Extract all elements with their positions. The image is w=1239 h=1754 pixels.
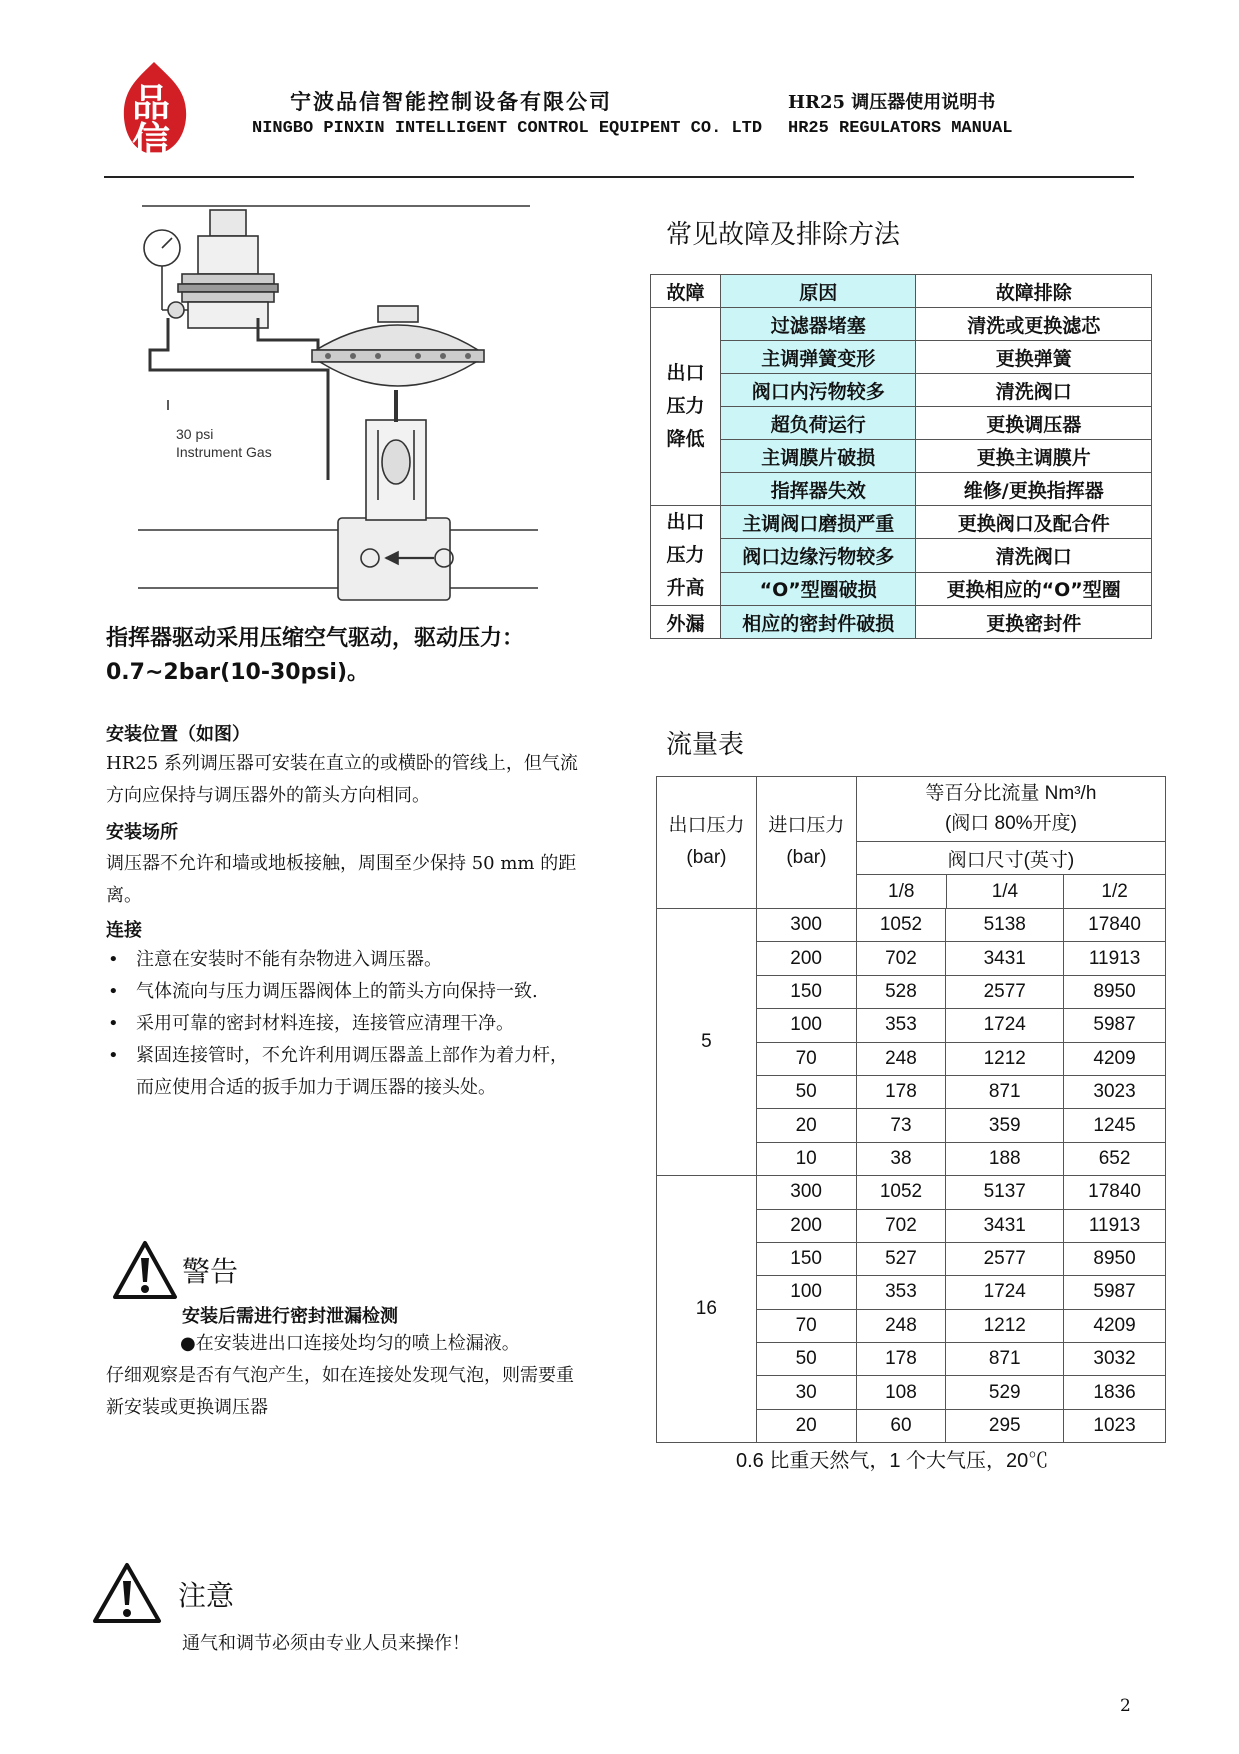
page-number: 2 <box>1120 1696 1131 1716</box>
faults-section-title: 常见故障及排除方法 <box>666 220 901 250</box>
diagram-label-psi: 30 psi <box>176 426 214 442</box>
header-valve-size: 阀口尺寸(英寸) <box>856 842 1165 875</box>
flow-value-cell: 5138 <box>946 909 1064 942</box>
fault-group-label: 出口压力降低 <box>666 362 705 450</box>
fault-group-cell <box>651 308 721 506</box>
table-row <box>651 606 1152 639</box>
flow-value-cell: 4209 <box>1064 1309 1166 1342</box>
flow-value-cell: 178 <box>856 1343 946 1376</box>
connection-item: • 注意在安装时不能有杂物进入调压器。 <box>106 944 580 976</box>
flow-value-cell: 529 <box>946 1376 1064 1409</box>
flow-value-cell: 5137 <box>946 1176 1064 1209</box>
company-name-en: NINGBO PINXIN INTELLIGENT CONTROL EQUIPENT CO. LTD <box>252 119 763 138</box>
flow-value-cell: 11913 <box>1064 1209 1166 1242</box>
inlet-pressure-cell: 100 <box>756 1276 856 1309</box>
inlet-pressure-cell: 150 <box>756 975 856 1008</box>
flow-value-cell: 652 <box>1064 1142 1166 1175</box>
inlet-pressure-cell: 20 <box>756 1409 856 1442</box>
table-row <box>651 341 1152 374</box>
flow-value-cell: 1836 <box>1064 1376 1166 1409</box>
fault-remedy: 更换阀口及配合件 <box>916 506 1152 539</box>
flow-value-cell: 3431 <box>946 1209 1064 1242</box>
manual-title-en: HR25 REGULATORS MANUAL <box>788 119 1013 138</box>
fault-remedy: 清洗阀口 <box>916 539 1152 572</box>
inlet-pressure-cell: 200 <box>756 942 856 975</box>
fault-remedy: 更换主调膜片 <box>916 440 1152 473</box>
table-row <box>651 572 1152 605</box>
warning-text-rest: 仔细观察是否有气泡产生，如在连接处发现气泡，则需要重新安装或更换调压器 <box>106 1365 574 1418</box>
fault-remedy: 更换相应的“O”型圈 <box>916 572 1152 605</box>
flow-footnote: 0.6 比重天然气，1 个大气压，20℃ <box>736 1450 1049 1472</box>
flow-section-title: 流量表 <box>666 730 745 760</box>
pilot-drive-note: 指挥器驱动采用压缩空气驱动，驱动压力：0.7~2bar(10-30psi)。 <box>106 626 525 685</box>
header-size: 1/8 <box>856 875 946 908</box>
connection-title: 连接 <box>106 920 142 941</box>
header-fault: 故障 <box>651 275 721 308</box>
install-location-text: HR25 系列调压器可安装在直立的或横卧的管线上，但气流方向应保持与调压器外的箭头方向相同。 <box>106 753 578 806</box>
flow-value-cell: 4209 <box>1064 1042 1166 1075</box>
install-site-text: 调压器不允许和墙或地板接触，周围至少保持 50 mm 的距离。 <box>106 853 577 906</box>
inlet-pressure-cell: 30 <box>756 1376 856 1409</box>
company-name-cn: 宁波品信智能控制设备有限公司 <box>290 90 612 114</box>
inlet-pressure-cell: 10 <box>756 1142 856 1175</box>
table-row <box>657 1176 1166 1209</box>
flow-value-cell: 2577 <box>946 975 1064 1008</box>
fault-remedy: 清洗阀口 <box>916 374 1152 407</box>
inlet-pressure-cell: 200 <box>756 1209 856 1242</box>
regulator-installation-diagram <box>138 200 538 610</box>
header-inlet-pressure <box>756 777 856 909</box>
fault-remedy: 清洗或更换滤芯 <box>916 308 1152 341</box>
table-row <box>651 506 1152 539</box>
install-location-title: 安装位置（如图） <box>106 724 250 745</box>
flow-value-cell: 353 <box>856 1009 946 1042</box>
flow-value-cell: 248 <box>856 1042 946 1075</box>
header-flow-line2: (阀口 80%开度) <box>944 813 1077 834</box>
inlet-pressure-cell: 300 <box>756 909 856 942</box>
header-cause: 原因 <box>720 275 916 308</box>
fault-remedy: 维修/更换指挥器 <box>916 473 1152 506</box>
flow-value-cell: 871 <box>946 1343 1064 1376</box>
flow-value-cell: 8950 <box>1064 1242 1166 1275</box>
table-row <box>651 473 1152 506</box>
flow-value-cell: 359 <box>946 1109 1064 1142</box>
table-row <box>657 909 1166 942</box>
connection-item: • 气体流向与压力调压器阀体上的箭头方向保持一致. <box>106 976 580 1008</box>
flow-table <box>656 776 1166 909</box>
header-outlet-pressure <box>657 777 757 909</box>
flow-table-body <box>657 909 1166 1443</box>
header-flow <box>856 777 1165 842</box>
fault-cause: 主调弹簧变形 <box>720 341 916 374</box>
flow-value-cell: 108 <box>856 1376 946 1409</box>
header-divider <box>104 176 1134 178</box>
flow-value-cell: 1023 <box>1064 1409 1166 1442</box>
flow-value-cell: 871 <box>946 1075 1064 1108</box>
notice-text: 通气和调节必须由专业人员来操作！ <box>182 1633 470 1654</box>
flow-value-cell: 1724 <box>946 1276 1064 1309</box>
fault-remedy: 更换弹簧 <box>916 341 1152 374</box>
table-row <box>651 308 1152 341</box>
warning-text-first: ●在安装进出口连接处均匀的喷上检漏液。 <box>180 1333 520 1354</box>
connection-item: • 紧固连接管时，不允许利用调压器盖上部作为着力杆，而应使用合适的扳手加力于调压器的接头处。 <box>106 1040 580 1104</box>
outlet-pressure-cell: 16 <box>657 1176 757 1443</box>
logo-char-top: 品 <box>132 80 171 125</box>
inlet-pressure-cell: 150 <box>756 1242 856 1275</box>
flow-value-cell: 17840 <box>1064 1176 1166 1209</box>
fault-cause: 阀口内污物较多 <box>720 374 916 407</box>
inlet-pressure-cell: 50 <box>756 1343 856 1376</box>
flow-value-cell: 1052 <box>856 909 946 942</box>
fault-group-label: 出口压力升高 <box>666 511 705 599</box>
fault-cause: 指挥器失效 <box>720 473 916 506</box>
flow-value-cell: 295 <box>946 1409 1064 1442</box>
flow-value-cell: 702 <box>856 1209 946 1242</box>
flow-value-cell: 1052 <box>856 1176 946 1209</box>
header-flow-line1: 等百分比流量 Nm³/h <box>925 783 1097 804</box>
table-row <box>651 539 1152 572</box>
flow-value-cell: 5987 <box>1064 1276 1166 1309</box>
table-row <box>651 440 1152 473</box>
flow-value-cell: 17840 <box>1064 909 1166 942</box>
flow-value-cell: 248 <box>856 1309 946 1342</box>
fault-group-label: 外漏 <box>651 606 721 639</box>
table-row <box>651 407 1152 440</box>
flow-value-cell: 73 <box>856 1109 946 1142</box>
fault-cause: 相应的密封件破损 <box>720 606 916 639</box>
logo-char-bottom: 信 <box>132 118 171 163</box>
inlet-pressure-cell: 100 <box>756 1009 856 1042</box>
header-outlet-text: 出口压力(bar) <box>668 815 745 869</box>
outlet-pressure-cell: 5 <box>657 909 757 1176</box>
flow-value-cell: 527 <box>856 1242 946 1275</box>
inlet-pressure-cell: 20 <box>756 1109 856 1142</box>
fault-table <box>650 274 1152 639</box>
fault-cause: 过滤器堵塞 <box>720 308 916 341</box>
flow-value-cell: 3023 <box>1064 1075 1166 1108</box>
flow-value-cell: 188 <box>946 1142 1064 1175</box>
diagram-label-gas: Instrument Gas <box>176 444 272 460</box>
manual-title-cn: HR25 调压器使用说明书 <box>788 92 996 113</box>
notice-triangle-icon <box>92 1562 162 1624</box>
fault-group-cell <box>651 506 721 606</box>
warning-triangle-icon <box>112 1240 178 1300</box>
warning-subtitle: 安装后需进行密封泄漏检测 <box>182 1306 398 1327</box>
company-logo <box>118 60 190 163</box>
flow-value-cell: 702 <box>856 942 946 975</box>
fault-remedy: 更换密封件 <box>916 606 1152 639</box>
header-size: 1/2 <box>1064 875 1166 908</box>
flow-value-cell: 1212 <box>946 1309 1064 1342</box>
flow-value-cell: 178 <box>856 1075 946 1108</box>
flow-value-cell: 3032 <box>1064 1343 1166 1376</box>
warning-title: 警告 <box>182 1255 239 1288</box>
connection-item: • 采用可靠的密封材料连接，连接管应清理干净。 <box>106 1008 580 1040</box>
fault-cause: “O”型圈破损 <box>720 572 916 605</box>
inlet-pressure-cell: 50 <box>756 1075 856 1108</box>
flow-value-cell: 38 <box>856 1142 946 1175</box>
fault-remedy: 更换调压器 <box>916 407 1152 440</box>
fault-table-header <box>651 275 1152 308</box>
flow-value-cell: 5987 <box>1064 1009 1166 1042</box>
table-row <box>651 374 1152 407</box>
flow-header-row <box>657 777 1166 842</box>
flow-value-cell: 1212 <box>946 1042 1064 1075</box>
flow-value-cell: 3431 <box>946 942 1064 975</box>
inlet-pressure-cell: 300 <box>756 1176 856 1209</box>
connection-list <box>106 944 580 1104</box>
flow-value-cell: 60 <box>856 1409 946 1442</box>
inlet-pressure-cell: 70 <box>756 1309 856 1342</box>
flow-value-cell: 1245 <box>1064 1109 1166 1142</box>
fault-cause: 主调阀口磨损严重 <box>720 506 916 539</box>
flow-data-table <box>656 908 1166 1443</box>
flow-value-cell: 8950 <box>1064 975 1166 1008</box>
header-inlet-text: 进口压力(bar) <box>768 815 845 869</box>
header-remedy: 故障排除 <box>916 275 1152 308</box>
header-size: 1/4 <box>946 875 1064 908</box>
flow-value-cell: 353 <box>856 1276 946 1309</box>
flow-value-cell: 1724 <box>946 1009 1064 1042</box>
fault-cause: 超负荷运行 <box>720 407 916 440</box>
inlet-pressure-cell: 70 <box>756 1042 856 1075</box>
flow-value-cell: 528 <box>856 975 946 1008</box>
notice-title: 注意 <box>178 1579 235 1612</box>
flow-value-cell: 2577 <box>946 1242 1064 1275</box>
install-site-title: 安装场所 <box>106 822 178 843</box>
fault-cause: 阀口边缘污物较多 <box>720 539 916 572</box>
flow-value-cell: 11913 <box>1064 942 1166 975</box>
fault-cause: 主调膜片破损 <box>720 440 916 473</box>
